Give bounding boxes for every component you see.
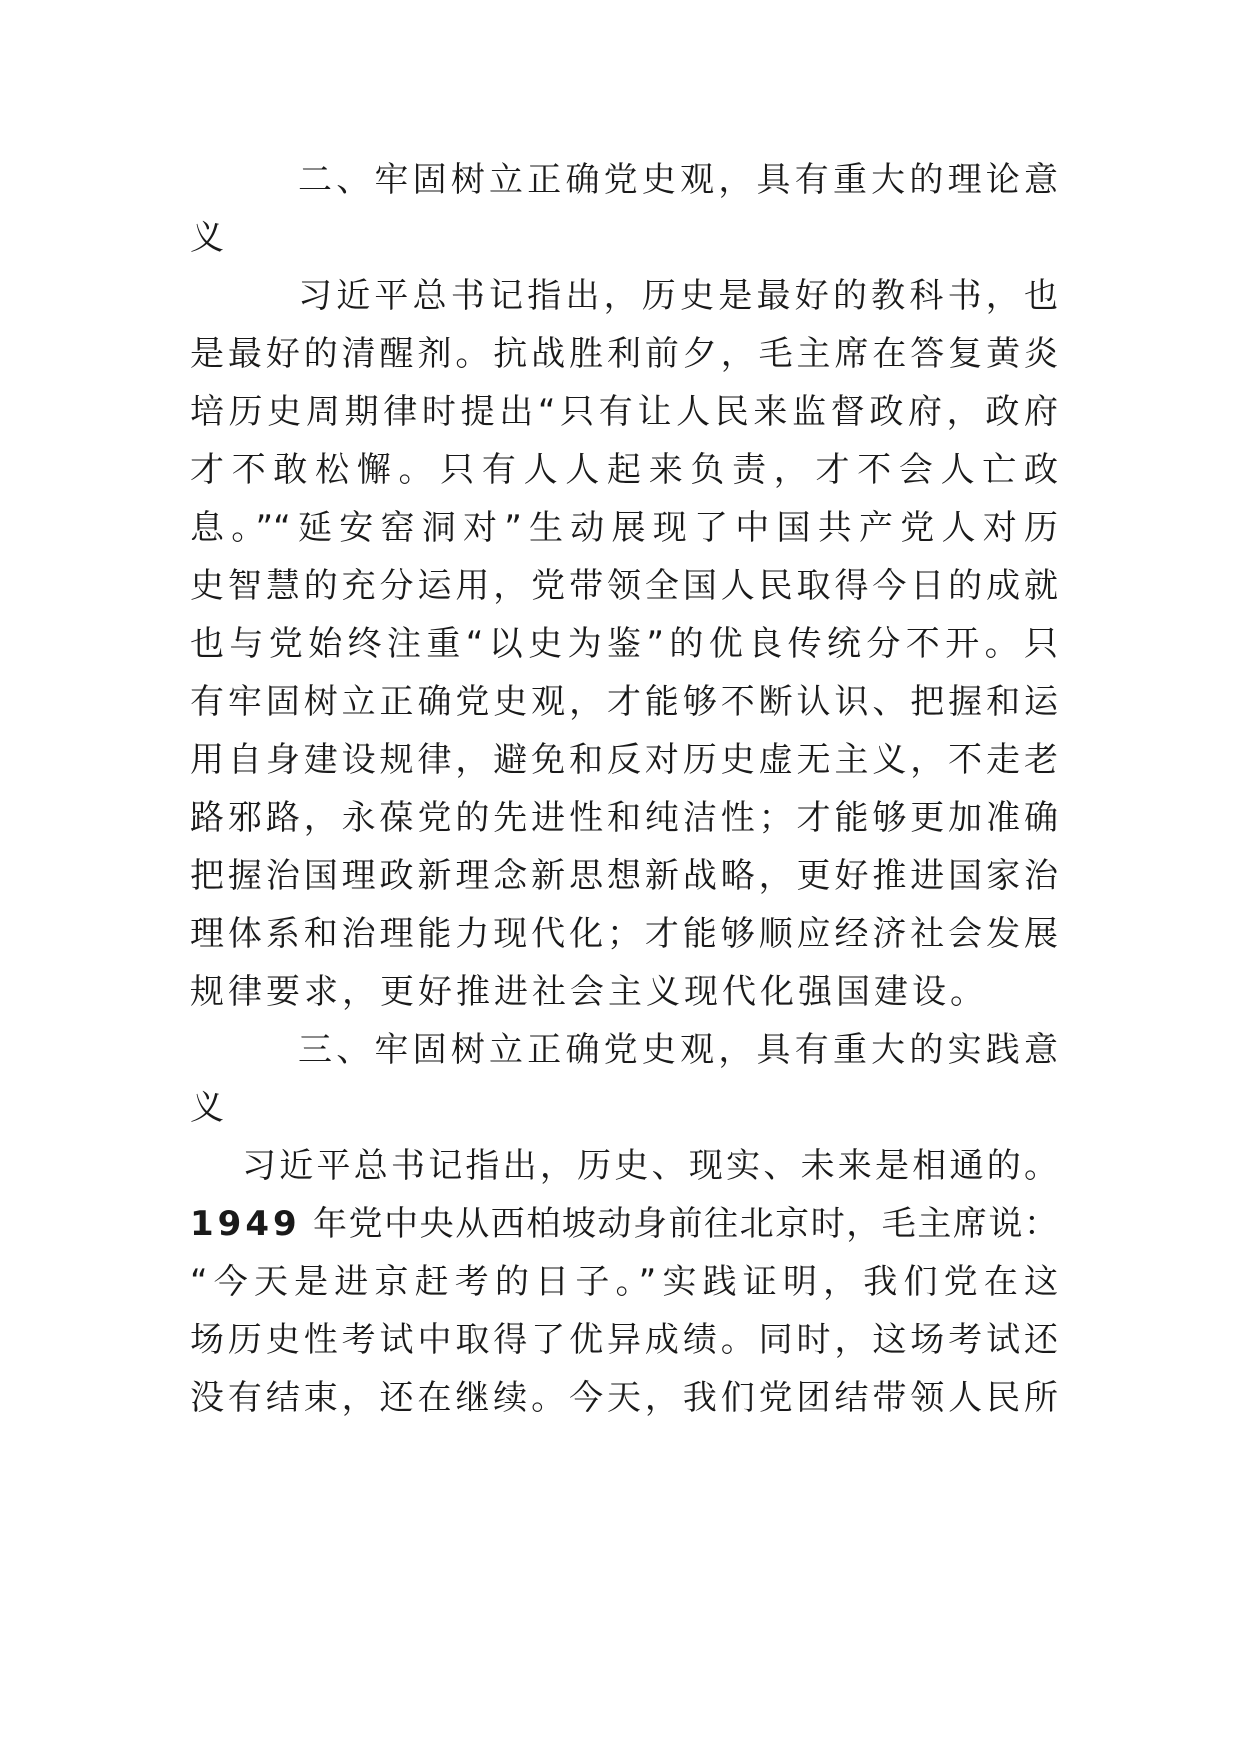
paragraph-line-year bbox=[190, 1192, 1058, 1256]
paragraph-line: “今天是进京赶考的日子。”实践证明，我们党在这 bbox=[190, 1262, 1058, 1302]
section-heading-3-line-2: 义 bbox=[190, 1088, 228, 1128]
paragraph-line: 史智慧的充分运用，党带领全国人民取得今日的成就 bbox=[190, 566, 1058, 606]
paragraph-text: 年党中央从西柏坡动身前往北京时，毛主席说： bbox=[300, 1204, 1058, 1244]
paragraph-line: 理体系和治理能力现代化；才能够顺应经济社会发展 bbox=[190, 914, 1058, 954]
paragraph-line: 也与党始终注重“以史为鉴”的优良传统分不开。只 bbox=[190, 624, 1058, 664]
paragraph-line: 用自身建设规律，避免和反对历史虚无主义，不走老 bbox=[190, 740, 1058, 780]
paragraph-line: 是最好的清醒剂。抗战胜利前夕，毛主席在答复黄炎 bbox=[190, 334, 1058, 374]
paragraph-line: 有牢固树立正确党史观，才能够不断认识、把握和运 bbox=[190, 682, 1058, 722]
paragraph-line: 规律要求，更好推进社会主义现代化强国建设。 bbox=[190, 972, 988, 1012]
section-heading-2-line-2: 义 bbox=[190, 218, 228, 258]
paragraph-line: 习近平总书记指出，历史、现实、未来是相通的。 bbox=[242, 1146, 1058, 1186]
section-heading-3-line-1: 三、牢固树立正确党史观，具有重大的实践意 bbox=[298, 1030, 1058, 1070]
paragraph-line: 才不敢松懈。只有人人起来负责，才不会人亡政 bbox=[190, 450, 1058, 490]
paragraph-line: 习近平总书记指出，历史是最好的教科书，也 bbox=[298, 276, 1058, 316]
paragraph-line: 把握治国理政新理念新思想新战略，更好推进国家治 bbox=[190, 856, 1058, 896]
paragraph-line: 路邪路，永葆党的先进性和纯洁性；才能够更加准确 bbox=[190, 798, 1058, 838]
paragraph-line: 息。”“延安窑洞对”生动展现了中国共产党人对历 bbox=[190, 508, 1058, 548]
paragraph-line: 没有结束，还在继续。今天，我们党团结带领人民所 bbox=[190, 1378, 1058, 1418]
year-number: 1949 bbox=[190, 1204, 301, 1244]
paragraph-line: 培历史周期律时提出“只有让人民来监督政府，政府 bbox=[190, 392, 1058, 432]
section-heading-2-line-1: 二、牢固树立正确党史观，具有重大的理论意 bbox=[298, 160, 1058, 200]
paragraph-line: 场历史性考试中取得了优异成绩。同时，这场考试还 bbox=[190, 1320, 1058, 1360]
